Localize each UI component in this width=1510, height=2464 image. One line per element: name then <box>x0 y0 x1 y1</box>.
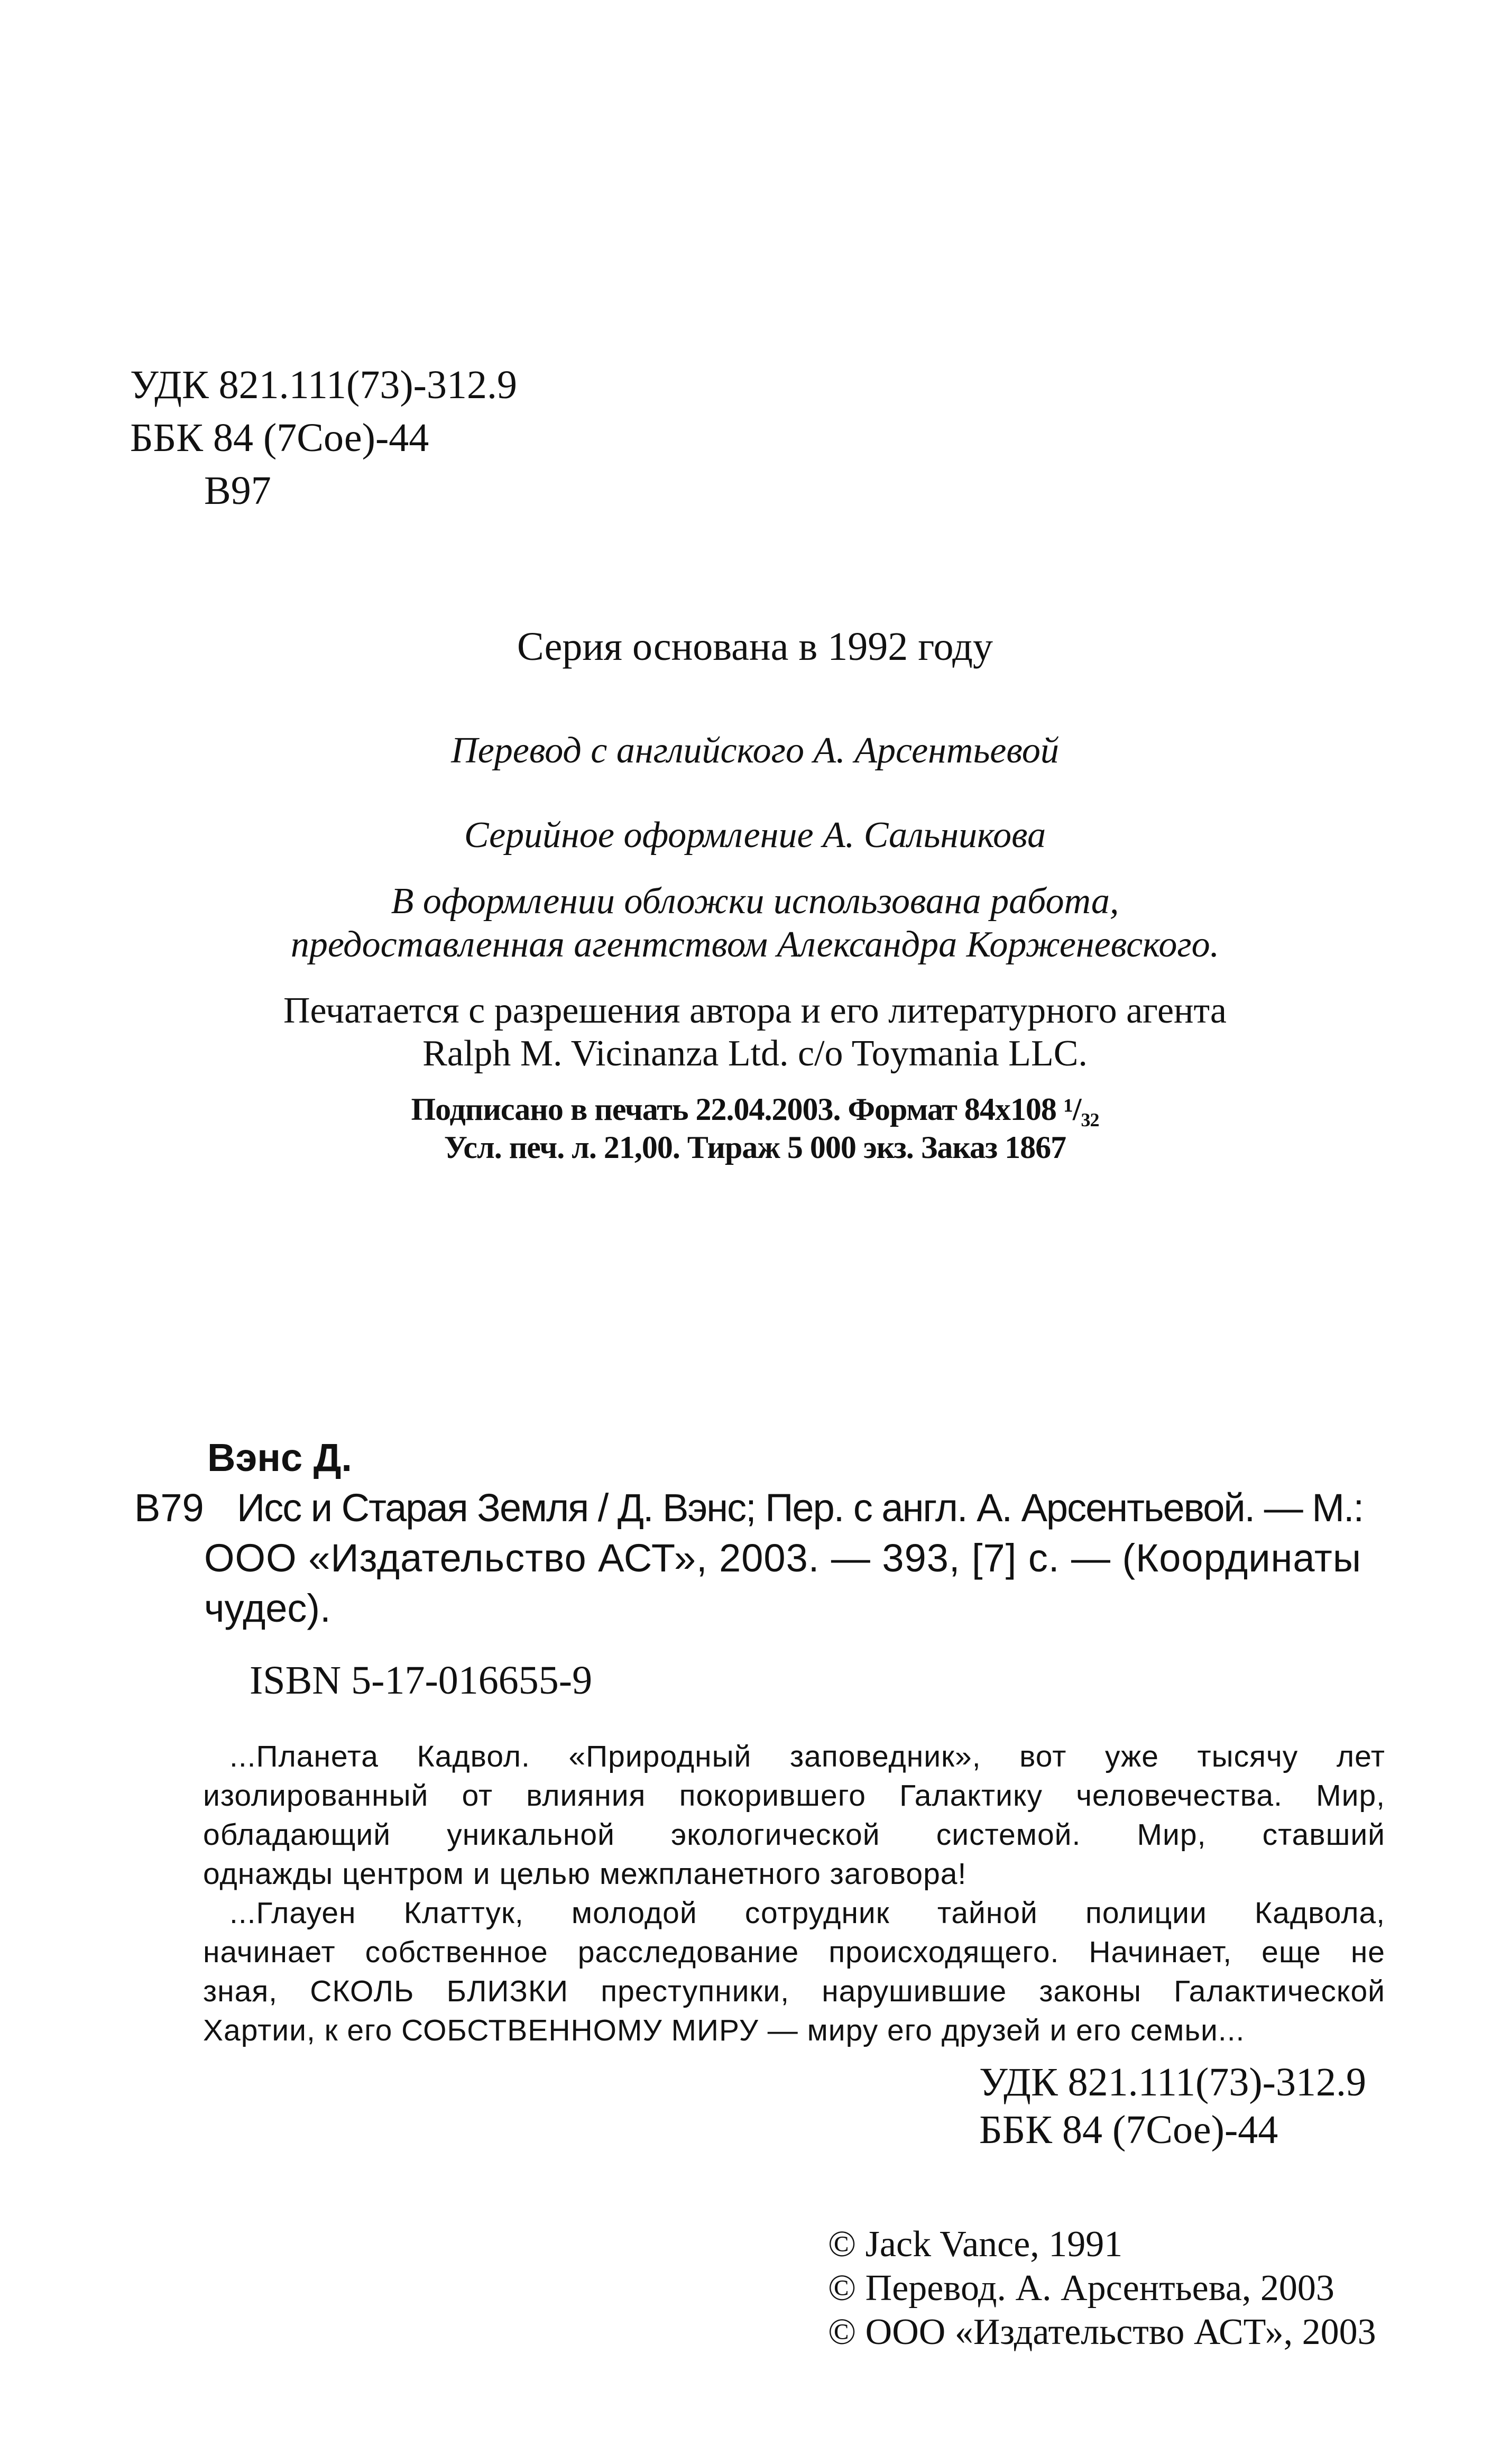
copyright-line-1: © Jack Vance, 1991 <box>828 2224 1123 2265</box>
bib-code: В79 <box>134 1486 204 1530</box>
series-note: Серия основана в 1992 году <box>517 624 993 669</box>
bbk-code-header: ББК 84 (7Сое)-44 <box>130 416 429 460</box>
bbk-code-footer: ББК 84 (7Сое)-44 <box>979 2108 1278 2152</box>
annotation-p2-line-3: зная, СКОЛЬ БЛИЗКИ преступники, нарушившие законы Галактической <box>203 1974 1385 2008</box>
bib-line-3: чудес). <box>204 1586 331 1630</box>
annotation-p2-line-1: ...Глауен Клаттук, молодой сотрудник тайной полиции Кадвола, <box>229 1896 1385 1930</box>
print-details-line-1: Подписано в печать 22.04.2003. Формат 84х108 ¹/₃₂ <box>411 1092 1099 1127</box>
print-details-line-2: Усл. печ. л. 21,00. Тираж 5 000 экз. Заказ 1867 <box>444 1130 1066 1165</box>
annotation-p1-line-1: ...Планета Кадвол. «Природный заповедник», вот уже тысячу лет <box>229 1740 1385 1773</box>
bib-line-1: Исс и Старая Земля / Д. Вэнс; Пер. с англ. А. Арсентьевой. — М.: <box>237 1486 1364 1530</box>
bib-author: Вэнс Д. <box>207 1436 352 1479</box>
cover-note-line-1: В оформлении обложки использована работа, <box>391 881 1119 922</box>
isbn: ISBN 5-17-016655-9 <box>250 1658 593 1703</box>
udk-code-header: УДК 821.111(73)-312.9 <box>130 363 517 407</box>
annotation <box>203 1737 1385 2050</box>
udk-code-footer: УДК 821.111(73)-312.9 <box>979 2060 1366 2104</box>
annotation-p1-line-3: обладающий уникальной экологической системой. Мир, ставший <box>203 1818 1385 1852</box>
translation-credit: Перевод с английского А. Арсентьевой <box>451 730 1059 771</box>
permission-note-line-1: Печатается с разрешения автора и его литературного агента <box>283 990 1227 1031</box>
annotation-p2-line-2: начинает собственное расследование происходящего. Начинает, еще не <box>203 1935 1385 1969</box>
annotation-p1-line-4: однажды центром и целью межпланетного заговора! <box>203 1857 967 1891</box>
author-mark-header: В97 <box>204 468 271 513</box>
series-design-credit: Серийное оформление А. Сальникова <box>464 815 1046 856</box>
cover-note-line-2: предоставленная агентством Александра Корженевского. <box>290 924 1220 965</box>
copyright-line-3: © ООО «Издательство АСТ», 2003 <box>828 2312 1376 2352</box>
copyright-line-2: © Перевод. А. Арсентьева, 2003 <box>828 2268 1334 2309</box>
annotation-p1-line-2: изолированный от влияния покорившего Галактику человечества. Мир, <box>203 1779 1385 1813</box>
bib-line-2: ООО «Издательство АСТ», 2003. — 393, [7] с. — (Координаты <box>204 1536 1362 1580</box>
permission-note-line-2: Ralph M. Vicinanza Ltd. c/o Toymania LLC. <box>422 1033 1088 1074</box>
annotation-p2-line-4: Хартии, к его СОБСТВЕННОМУ МИРУ — миру его друзей и его семьи... <box>203 2014 1245 2047</box>
